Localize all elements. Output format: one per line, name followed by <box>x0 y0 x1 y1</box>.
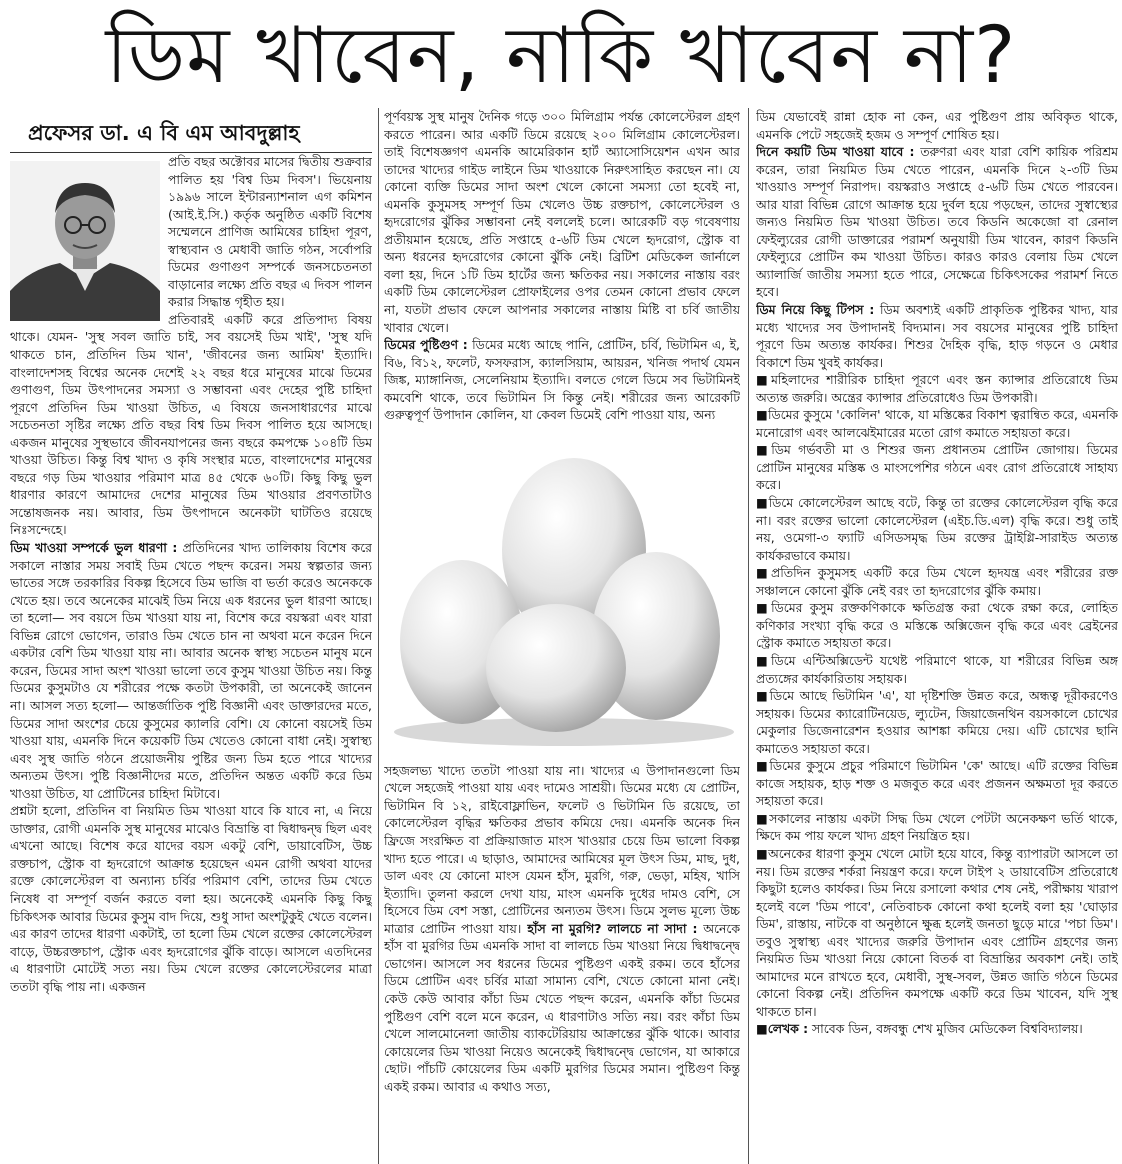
paragraph-text: তরুণরা এবং যারা বেশি কায়িক পরিশ্রম করেন, তারা নিয়মিত ডিম খেতে পারেন, এমনকি দিনে ২-৩টি ডিম খাওয়াও সম্পূর্ণ নিরাপদ। বয়স্করাও সপ্তাহে ৫-৬টি ডিম খেতে পারবেন। আর যারা বিভিন্ন রোগে আক্রান্ত হয়ে দুর্বল হয়ে পড়ছেন, তাদের সুস্বাস্থ্যের জন্যও নিয়মিত ডিম খাওয়া উচিত। তবে কিডনি অকেজো বা রেনাল ফেইল্যুরের রোগী ডাক্তারের পরামর্শ অনুযায়ী ডিম খাবেন, কারণ কিডনি ফেইল্যুরে প্রোটিন কম খাওয়া উচিত। কারও কারও বেলায় ডিম খেলে অ্যালার্জি জাতীয় সমস্যা হতে পারে, সেক্ষেত্রে চিকিৎসকের পরামর্শ নিতে হবে। <box>756 144 1118 300</box>
paragraph <box>10 539 372 802</box>
author-note-text: সাবেক ডিন, বঙ্গবন্ধু শেখ মুজিব মেডিকেল বিশ্ববিদ্যালয়। <box>808 1021 1083 1037</box>
tip-item: ■ ডিমের কুসুম রক্তকণিকাকে ক্ষতিগ্রস্ত করা থেকে রক্ষা করে, লোহিত কণিকার সংখ্যা বৃদ্ধি করে ও মস্তিষ্কে অক্সিজেন বৃদ্ধি করে এবং ব্রেইনের স্ট্রোক কমাতে সহায়তা করে। <box>756 599 1118 652</box>
paragraph <box>756 143 1118 301</box>
paragraph-text: সহজলভ্য খাদ্যে ততটা পাওয়া যায় না। খাদ্যের এ উপাদানগুলো ডিম খেলে সহজেই পাওয়া যায় এবং দামেও সাশ্রয়ী। ডিমের মধ্যে যে প্রোটিন, ভিটামিন বি ১২, রাইবোফ্লাভিন, ফলেট ও ভিটামিন ডি রয়েছে, তা কোলেস্টেরল বৃদ্ধির ক্ষতিকর প্রভাব কমিয়ে দেয়। এমনকি অনেক দিন ফ্রিজে সংরক্ষিত বা প্রক্রিয়াজাত মাংস খাওয়ার চেয়ে ডিম ভালো বিকল্প খাদ্য হতে পারে। এ ছাড়াও, আমাদের আমিষের মূল উৎস ডিম, মাছ, দুধ, ডাল এবং যে কোনো মাংস যেমন হাঁস, মুরগি, গরু, ভেড়া, মহিষ, খাসি ইত্যাদি। তুলনা করলে দেখা যায়, মাংস এমনকি দুধের দামও বেশি, সে হিসেবে ডিম বেশ সস্তা, প্রোটিনের অন্যতম উৎস। ডিমে সুলভ মূল্যে উচ্চ মাত্রার প্রোটিন পাওয়া যায়। <box>384 762 740 936</box>
tip-item: ■ মহিলাদের শারীরিক চাহিদা পূরণে এবং স্তন ক্যান্সার প্রতিরোধে ডিম অত্যন্ত জরুরি। অন্ত্রের ক্যান্সার প্রতিরোধেও ডিম উপকারী। <box>756 371 1118 406</box>
paragraph-text: ডিমের মধ্যে আছে পানি, প্রোটিন, চর্বি, ভিটামিন এ, ই, বি৬, বি১২, ফলেট, ফসফরাস, ক্যালসিয়াম, আয়রন, খনিজ পদার্থ যেমন জিঙ্ক, ম্যাঙ্গানিজ, সেলেনিয়াম ইত্যাদি। বলতে গেলে ডিমে সব ভিটামিনই কমবেশি থাকে, তবে ভিটামিন সি কিন্তু নেই। শরীরের জন্য আরেকটি গুরুত্বপূর্ণ উপাদান কোলিন, যা কেবল ডিমেই বেশি পাওয়া যায়, অন্য <box>384 337 740 423</box>
article-headline: ডিম খাবেন, নাকি খাবেন না? <box>105 11 1017 101</box>
column-divider <box>378 108 379 1164</box>
author-note <box>756 1020 1118 1038</box>
author-note-label: লেখক : <box>767 1021 809 1037</box>
paragraph: প্রশ্নটা হলো, প্রতিদিন বা নিয়মিত ডিম খাওয়া যাবে কি যাবে না, এ নিয়ে ডাক্তার, রোগী এমনকি সুস্থ মানুষের মাঝেও বিভ্রান্তি বা দ্বিধাদ্বন্দ্ব ছিল এবং এখনো আছে। বিশেষ করে যাদের বয়স একটু বেশি, ডায়াবেটিস, উচ্চ রক্তচাপ, স্ট্রোক বা হৃদরোগে আক্রান্ত হয়েছেন এমন রোগী অথবা যাদের রক্তে কোলেস্টেরল বা অন্যান্য চর্বির পরিমাণ বেশি, তাদের ডিম খেতে নিষেধ বা সম্পূর্ণ বর্জন করতে বলা হয়। অনেকেই এমনকি কিছু কিছু চিকিৎসক আবার ডিমের কুসুম বাদ দিয়ে, শুধু সাদা অংশটুকুই খেতে বলেন। এর কারণ তাদের ধারণা একটাই, তা হলো ডিম খেলে রক্তের কোলেস্টেরল বাড়ে, উচ্চরক্তচাপ, স্ট্রোক এবং হৃদরোগের ঝুঁকি বাড়ে। আসলে এতদিনের এ ধারণাটা মোটেই সত্য নয়। ডিম খেলে রক্তের কোলেস্টেরলের মাত্রা ততটা বৃদ্ধি পায় না। একজন <box>10 803 372 994</box>
article-column-2 <box>384 108 740 1154</box>
tip-item: ■ প্রতিদিন কুসুমসহ একটি করে ডিম খেলে হৃদযন্ত্র এবং শরীরের রক্ত সঞ্চালনে কোনো ঝুঁকি নেই বরং তা হৃদরোগের ঝুঁকি কমায়। <box>756 564 1118 599</box>
section-heading: হাঁস না মুরগি? লালচে না সাদা : <box>521 920 698 936</box>
article-column-1 <box>10 114 372 1160</box>
paragraph: ডিম যেভাবেই রান্না হোক না কেন, এর পুষ্টিগুণ প্রায় অবিকৃত থাকে, এমনকি পেটে সহজেই হজম ও সম্পূর্ণ শোষিত হয়। <box>756 109 1118 142</box>
author-portrait <box>10 161 160 321</box>
paragraph <box>756 301 1118 371</box>
tip-item: ■ ডিম গর্ভবতী মা ও শিশুর জন্য প্রধানতম প্রোটিন জোগায়। ডিমের প্রোটিন মানুষের মস্তিষ্ক ও মাংসপেশির গঠনে এবং রোগ প্রতিরোধে সাহায্য করে। <box>756 441 1118 494</box>
paragraph: পূর্ণবয়স্ক সুস্থ মানুষ দৈনিক গড়ে ৩০০ মিলিগ্রাম পর্যন্ত কোলেস্টেরল গ্রহণ করতে পারেন। আর একটি ডিমে রয়েছে ২০০ মিলিগ্রাম কোলেস্টেরল। তাই বিশেষজ্ঞগণ এমনকি আমেরিকান হার্ট অ্যাসোসিয়েশন এখন আর তাদের খাদ্যের গাইড লাইনে ডিম খাওয়াকে নিরুৎসাহিত করছেন না। যে কোনো ব্যক্তি ডিমের সাদা অংশ খেলে কোনো সমস্যা তো হবেই না, এমনকি কুসুমসহ সম্পূর্ণ ডিম খেলেও উচ্চ রক্তচাপ, কোলেস্টেরল ও হৃদরোগের ঝুঁকির সম্ভাবনা নেই বললেই চলে। আরেকটি বড় গবেষণায় প্রতীয়মান হয়েছে, প্রতি সপ্তাহে ৫-৬টি ডিম খেলে হৃদরোগ, স্ট্রোক বা অন্য ধরনের হৃদরোগের কোনো ঝুঁকি নেই। ব্রিটিশ মেডিকেল জার্নালে বলা হয়, দিনে ১টি ডিম হার্টের জন্য ক্ষতিকর নয়। সকালের নাস্তায় বরং একটি ডিম কোলেস্টেরল প্রোফাইলের ওপর তেমন কোনো প্রভাব ফেলে না, যতটা প্রভাব ফেলে আপনার সকালের নাস্তায় মিষ্টি বা চর্বি জাতীয় খাবার খেলে। <box>384 109 740 335</box>
article-column-3 <box>756 108 1118 1154</box>
tip-item: ■ সকালের নাস্তায় একটা সিদ্ধ ডিম খেলে পেটটা অনেকক্ষণ ভর্তি থাকে, ক্ষিদে কম পায় ফলে খাদ্য গ্রহণ নিয়ন্ত্রিত হয়। <box>756 810 1118 845</box>
tip-item: ■ ডিমে কোলেস্টেরল আছে বটে, কিন্তু তা রক্তের কোলেস্টেরল বৃদ্ধি করে না। বরং রক্তের ভালো কোলেস্টেরল (এইচ.ডি.এল) বৃদ্ধি করে। শুধু তাই নয়, ওমেগা-৩ ফ্যাটি এসিডসমৃদ্ধ ডিম রক্তের ট্রাইগ্লি-সারাইড অত্যন্ত কার্যকরভাবে কমায়। <box>756 494 1118 564</box>
paragraph-text: অনেকে হাঁস বা মুরগির ডিম এমনকি সাদা বা লালচে ডিম খাওয়া নিয়ে দ্বিধাদ্বন্দ্বে ভোগেন। আসলে সব ধরনের ডিমের পুষ্টিগুণ একই রকম। তবে হাঁসের ডিমে প্রোটিন এবং চর্বির মাত্রা সামান্য বেশি, খেতে কোনো মানা নেই। কেউ কেউ আবার কাঁচা ডিম খেতে পছন্দ করেন, এমনকি কাঁচা ডিমের পুষ্টিগুণ বেশি বলে মনে করেন, এ ধারণাটাও সত্যি নয়। বরং কাঁচা ডিম খেলে সালমোনেলা জাতীয় ব্যাকটেরিয়ায় আক্রান্তের ঝুঁকি থাকে। আবার কোয়েলের ডিম খাওয়া নিয়েও অনেকেই দ্বিধাদ্বন্দ্বে ভোগেন, যা আকারে ছোট। পাঁচটি কোয়েলের ডিম একটি মুরগির ডিমের সমান। পুষ্টিগুণ কিন্তু একই রকম। আবার এ কথাও সত্য, <box>384 920 740 1094</box>
paragraph-text: ডিম অবশ্যই একটি প্রাকৃতিক পুষ্টিকর খাদ্য, যার মধ্যে খাদ্যের সব উপাদানই বিদ্যমান। সব বয়সের মানুষের পুষ্টি চাহিদা পূরণে ডিম অত্যন্ত কার্যকর। শিশুর দৈহিক বৃদ্ধি, হাড় গড়নে ও মেধার বিকাশে ডিম খুবই কার্যকর। <box>756 302 1118 370</box>
tip-item: ■ ডিমের কুসুমে প্রচুর পরিমাণে ভিটামিন 'কে' আছে। এটি রক্তের বিভিন্ন কাজে সহায়ক, হাড় শক্ত ও মজবুত করে এবং প্রজনন অক্ষমতা দূর করতে সহায়তা করে। <box>756 757 1118 810</box>
paragraph: প্রতিবারই একটি করে প্রতিপাদ্য বিষয় থাকে। যেমন- 'সুস্থ সবল জাতি চাই, সব বয়সেই ডিম খাই', 'সুস্থ যদি থাকতে চান, প্রতিদিন ডিম খান', 'জীবনের জন্য আমিষ' ইত্যাদি। বাংলাদেশসহ বিশ্বের অনেক দেশেই ২২ বছর ধরে মানুষের মাঝে ডিমের গুণাগুণ, ডিম উৎপাদনের সমস্যা ও সম্ভাবনা এবং দেহের পুষ্টি চাহিদা পূরণে প্রতিদিন ডিম খাওয়া উচিত, এ বিষয়ে জনসাধারণের মাঝে সচেতনতা সৃষ্টির লক্ষ্যে প্রতি বছর বিশ্ব ডিম দিবস পালিত হয়ে আসছে। একজন মানুষের সুস্থভাবে জীবনযাপনের জন্য বছরে কমপক্ষে ১০৪টি ডিম খাওয়া উচিত। কিন্তু বিশ্ব খাদ্য ও কৃষি সংস্থার মতে, বাংলাদেশের মানুষের বছরে গড় ডিম খাওয়ার পরিমাণ মাত্র ৪৫ থেকে ৬০টি। কিছু কিছু ভুল ধারণার কারণে আমাদের দেশের মানুষের ডিম খাওয়ার প্রবণতাটাও সন্তোষজনক নয়। আবার, ডিম উৎপাদনে অনেকটা ঘাটতিও রয়েছে নিঃসন্দেহে। <box>10 311 372 538</box>
paragraph <box>384 336 740 424</box>
section-heading: ডিমের পুষ্টিগুণ : <box>384 337 468 353</box>
tip-item: ■ ডিমে আছে ভিটামিন 'এ', যা দৃষ্টিশক্তি উন্নত করে, অন্ধত্ব দূরীকরণেও সহায়ক। ডিমের ক্যারোটিনয়েড, ল্যুটেন, জিয়াজেনথিন বয়সকালে চোখের মেকুলার ডিজেনারেশন হওয়ার আশঙ্কা কমিয়ে দেয়। এটি চোখের ছানি কমাতেও সহায়তা করে। <box>756 687 1118 757</box>
paragraph-text: প্রতিদিনের খাদ্য তালিকায় বিশেষ করে সকালে নাস্তার সময় সবাই ডিম খেতে পছন্দ করেন। সময় স্বল্পতার জন্য ভাতের সঙ্গে তরকারির বিকল্প হিসেবে ডিম ভাজি বা ভর্তা করেও অনেককে খেতে হয়। তবে অনেকের মাঝেই ডিম নিয়ে এক ধরনের ভুল ধারণা আছে। তা হলো— সব বয়সে ডিম খাওয়া যায় না, বিশেষ করে বয়স্করা এবং যারা বিভিন্ন রোগে ভোগেন, তারাও ডিম খেতে চান না অথবা মনে করেন দিনে একটার বেশি ডিম খাওয়া যায় না। আবার অনেক স্বাস্থ্য সচেতন মানুষ মনে করেন, ডিমের সাদা অংশ খাওয়া ভালো তবে কুসুম খাওয়া উচিত নয়। কিন্তু ডিমের কুসুমটাও যে শরীরের পক্ষে কতটা উপকারী, তা অনেকেই জানেন না। আসল সত্য হলো— আন্তর্জাতিক পুষ্টি বিজ্ঞানী এবং ডাক্তারদের মতে, ডিমের সাদা অংশের চেয়ে কুসুমের ক্যালরি বেশি। যে কোনো বয়সেই ডিম খাওয়া যায়, এমনকি দিনে কয়েকটি ডিম খেতেও কোনো বাধা নেই। সুস্বাস্থ্য এবং সুস্থ জাতি গঠনে প্রয়োজনীয় পুষ্টির জন্য ডিম হতে পারে খাদ্যের অন্যতম উৎস। পুষ্টি বিজ্ঞানীদের মতে, প্রতিদিন অন্তত একটি করে ডিম খাওয়া উচিত, যা প্রোটিনের চাহিদা মিটাবে। <box>10 540 372 801</box>
section-heading: ডিম খাওয়া সম্পর্কে ভুল ধারণা : <box>10 540 178 556</box>
section-heading: দিনে কয়টি ডিম খাওয়া যাবে : <box>756 144 915 160</box>
section-heading: ডিম নিয়ে কিছু টিপস : <box>756 302 875 318</box>
tip-item: ■ ডিমে এন্টিঅক্সিডেন্ট যথেষ্ট পরিমাণে থাকে, যা শরীরের বিভিন্ন অঙ্গ প্রত্যঙ্গের কার্যকারিতায় সহায়ক। <box>756 652 1118 687</box>
column-divider <box>748 108 749 1164</box>
author-byline: প্রফেসর ডা. এ বি এম আবদুল্লাহ <box>10 114 372 153</box>
tip-item: ■ অনেকের ধারণা কুসুম খেলে মোটা হয়ে যাবে, কিন্তু ব্যাপারটা আসলে তা নয়। ডিম রক্তের শর্করা নিয়ন্ত্রণ করে। ফলে টাইপ ২ ডায়াবেটিস প্রতিরোধে কিছুটা হলেও কার্যকর। ডিম নিয়ে রসালো কথার শেষ নেই, পরীক্ষায় খারাপ হলেই বলে 'ডিম পাবে', নেতিবাচক কোনো কথা হলেই বলা হয় 'ঘোড়ার ডিম', রাস্তায়, নাটকে বা অনুষ্ঠানে ক্ষুব্ধ হলেই জনতা ছুড়ে মারে 'পচা ডিম'। তবুও সুস্বাস্থ্য এবং খাদ্যের জরুরি উপাদান এবং প্রোটিন গ্রহণের জন্য নিয়মিত ডিম খাওয়া নিয়ে কোনো বিতর্ক বা বিভ্রান্তির অবকাশ নেই। তাই আমাদের মনে রাখতে হবে, মেধাবী, সুস্থ-সবল, উন্নত জাতি গঠনে ডিমের কোনো বিকল্প নেই। প্রতিদিন কমপক্ষে একটি করে ডিম খাবেন, যদি সুস্থ থাকতে চান। <box>756 845 1118 1020</box>
paragraph: প্রতি বছর অক্টোবর মাসের দ্বিতীয় শুক্রবার পালিত হয় 'বিশ্ব ডিম দিবস'। ভিয়েনায় ১৯৯৬ সালে ইন্টারন্যাশনাল এগ কমিশন (আই.ই.সি.) কর্তৃক অনুষ্ঠিত একটি বিশেষ সম্মেলনে প্রাণিজ আমিষের চাহিদা পূরণ, স্বাস্থ্যবান ও মেধাবী জাতি গঠন, সর্বোপরি ডিমের গুণাগুণ সম্পর্কে জনসচেতনতা বাড়ানোর লক্ষ্যে প্রতি বছর এ দিবস পালন করার সিদ্ধান্ত গৃহীত হয়। <box>168 154 372 310</box>
tip-item: ■ ডিমের কুসুমে 'কোলিন' থাকে, যা মস্তিষ্কের বিকাশ ত্বরান্বিত করে, এমনকি মনোরোগ এবং আলঝেইমারের মতো রোগ কমাতে সহায়তা করে। <box>756 406 1118 441</box>
paragraph <box>384 762 740 1095</box>
eggs-photo <box>384 432 740 754</box>
